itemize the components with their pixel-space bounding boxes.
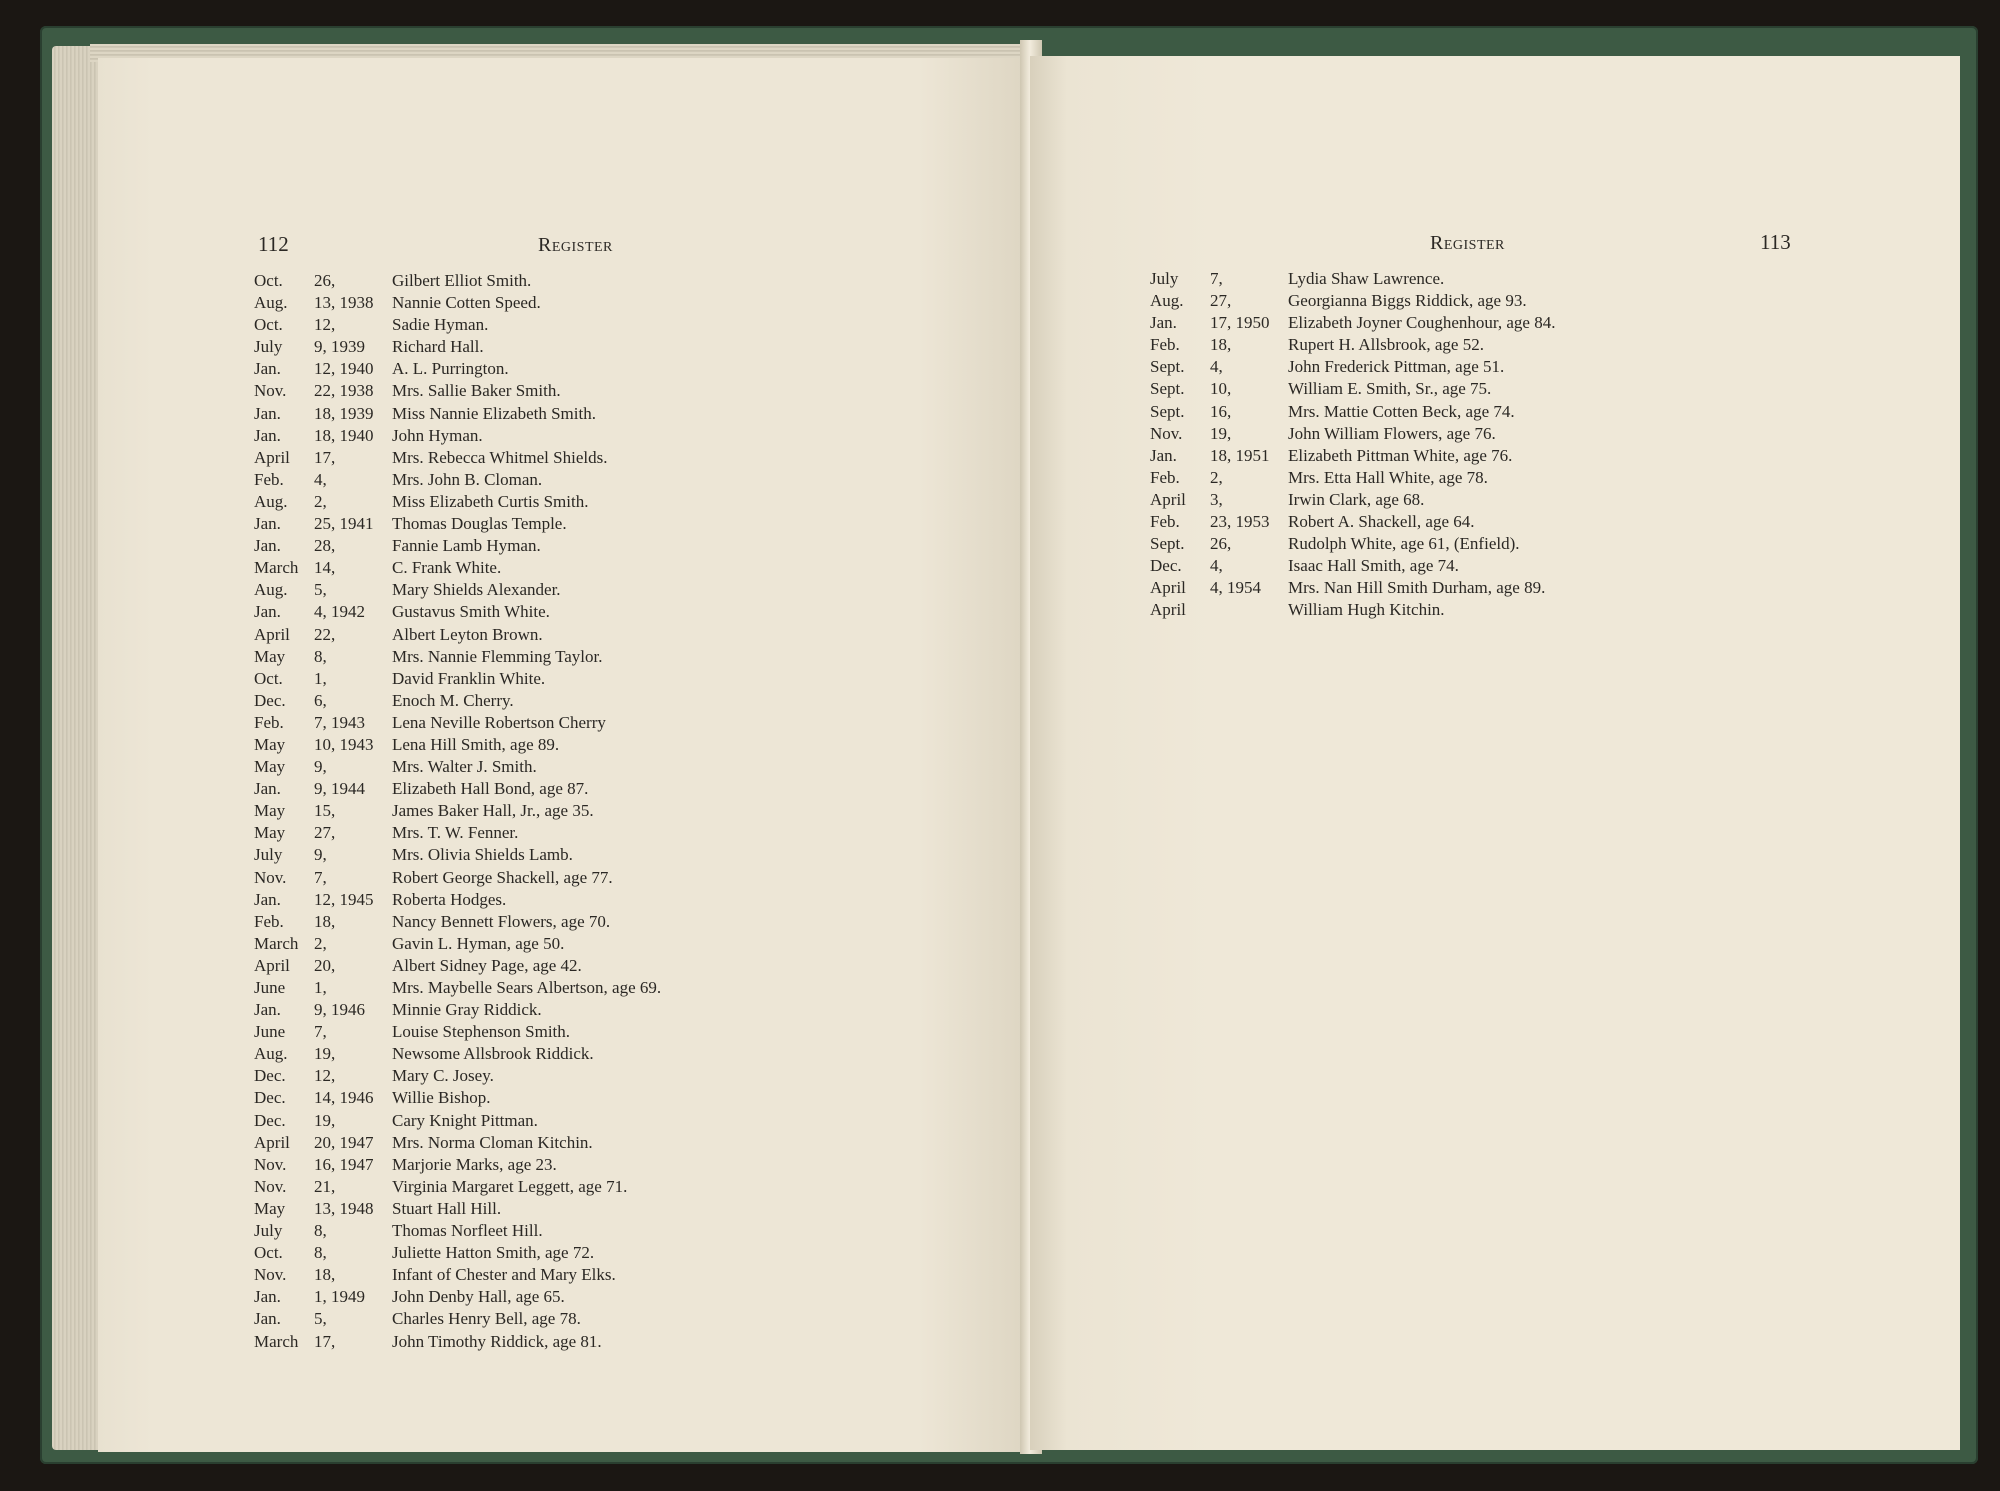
- entry-month: Nov.: [254, 1265, 287, 1285]
- entry-date: 26,: [1210, 534, 1232, 554]
- entry-name: William Hugh Kitchin.: [1288, 600, 1445, 620]
- entry-name: Mrs. John B. Cloman.: [392, 469, 543, 489]
- entry-name: Enoch M. Cherry.: [392, 690, 514, 710]
- entry-name: Nannie Cotten Speed.: [392, 293, 541, 313]
- entry-month: Dec.: [1150, 556, 1182, 576]
- entry-month: Nov.: [1150, 423, 1183, 443]
- entry-date: 9, 1946: [314, 1000, 365, 1020]
- entry-month: May: [254, 646, 286, 666]
- entry-date: 10, 1943: [314, 734, 374, 754]
- entry-month: June: [254, 1022, 286, 1042]
- entry-date: 18,: [314, 1265, 336, 1285]
- entry-date: 5,: [314, 1309, 327, 1329]
- entry-month: Oct.: [254, 1243, 283, 1263]
- register-entry: [254, 933, 954, 955]
- register-entry: [254, 358, 954, 380]
- entry-name: Willie Bishop.: [392, 1088, 491, 1108]
- register-entry: [254, 579, 954, 601]
- entry-date: 8,: [314, 1221, 327, 1241]
- entry-month: May: [254, 757, 286, 777]
- entry-date: 6,: [314, 690, 327, 710]
- entry-month: Jan.: [254, 425, 281, 445]
- entry-name: Gustavus Smith White.: [392, 602, 550, 622]
- entry-name: Gavin L. Hyman, age 50.: [392, 933, 565, 953]
- entry-name: Roberta Hodges.: [392, 889, 507, 909]
- entry-name: Miss Nannie Elizabeth Smith.: [392, 403, 596, 423]
- entry-month: Dec.: [254, 1110, 286, 1130]
- entry-date: 5,: [314, 580, 327, 600]
- entry-date: 4, 1954: [1210, 578, 1261, 598]
- entry-date: 18, 1939: [314, 403, 374, 423]
- entry-month: May: [254, 801, 286, 821]
- entry-month: Feb.: [254, 469, 284, 489]
- entry-month: Aug.: [254, 491, 288, 511]
- entry-date: 22, 1938: [314, 381, 374, 401]
- entry-name: Fannie Lamb Hyman.: [392, 536, 541, 556]
- entry-month: April: [1150, 489, 1186, 509]
- entry-month: Jan.: [254, 1000, 281, 1020]
- register-entry: [254, 889, 954, 911]
- entry-date: 12,: [314, 315, 336, 335]
- entry-name: Mrs. Olivia Shields Lamb.: [392, 845, 573, 865]
- entry-name: Mrs. Walter J. Smith.: [392, 757, 537, 777]
- register-entry: [254, 911, 954, 933]
- entry-date: 19,: [314, 1110, 336, 1130]
- entry-name: Robert George Shackell, age 77.: [392, 867, 613, 887]
- entry-date: 7, 1943: [314, 712, 365, 732]
- entry-name: Lena Hill Smith, age 89.: [392, 734, 560, 754]
- entry-date: 16, 1947: [314, 1154, 374, 1174]
- entry-month: Jan.: [1150, 313, 1177, 333]
- entry-name: Nancy Bennett Flowers, age 70.: [392, 911, 611, 931]
- entry-name: Mrs. Maybelle Sears Albertson, age 69.: [392, 978, 662, 997]
- entry-month: April: [254, 955, 290, 975]
- entry-name: Infant of Chester and Mary Elks.: [392, 1265, 616, 1285]
- register-entry: [254, 756, 954, 778]
- entry-month: Feb.: [1150, 467, 1180, 487]
- register-entry: [254, 624, 954, 646]
- entry-date: 17, 1950: [1210, 313, 1270, 333]
- register-entry: [254, 822, 954, 844]
- entry-name: John Denby Hall, age 65.: [392, 1287, 565, 1307]
- register-entry: [254, 778, 954, 800]
- entry-date: 1,: [314, 668, 327, 688]
- entry-month: April: [1150, 578, 1186, 598]
- register-entry: [254, 491, 954, 513]
- register-entry: [254, 1198, 954, 1220]
- entry-name: John Frederick Pittman, age 51.: [1288, 357, 1505, 377]
- entry-date: 8,: [314, 646, 327, 666]
- entry-date: 14,: [314, 558, 336, 578]
- register-entry: [254, 800, 954, 822]
- entry-month: April: [1150, 600, 1186, 620]
- entry-date: 19,: [314, 1044, 336, 1064]
- entry-date: 9, 1944: [314, 779, 365, 799]
- register-entry: [1150, 533, 1850, 555]
- entry-date: 1, 1949: [314, 1287, 365, 1307]
- entry-name: Irwin Clark, age 68.: [1288, 489, 1425, 509]
- entry-name: Marjorie Marks, age 23.: [392, 1154, 557, 1174]
- entry-month: Nov.: [254, 1176, 287, 1196]
- register-entry: [254, 646, 954, 668]
- entry-name: Thomas Norfleet Hill.: [392, 1221, 543, 1241]
- register-entry: [1150, 334, 1850, 356]
- entry-name: Miss Elizabeth Curtis Smith.: [392, 491, 589, 511]
- entry-name: Rudolph White, age 61, (Enfield).: [1288, 534, 1520, 554]
- entry-date: 4, 1942: [314, 602, 365, 622]
- register-entry: [1150, 445, 1850, 467]
- entry-month: March: [254, 558, 299, 578]
- entry-month: May: [254, 1198, 286, 1218]
- register-entry: [1150, 268, 1850, 290]
- entry-name: Louise Stephenson Smith.: [392, 1022, 571, 1042]
- entry-month: Jan.: [254, 403, 281, 423]
- entry-month: Dec.: [254, 690, 286, 710]
- register-entry: [254, 1043, 954, 1065]
- entry-date: 18, 1940: [314, 425, 374, 445]
- entry-name: Virginia Margaret Leggett, age 71.: [392, 1176, 628, 1196]
- entry-month: Feb.: [254, 911, 284, 931]
- register-entry: [254, 1176, 954, 1198]
- entry-month: Feb.: [1150, 512, 1180, 532]
- register-entry: [254, 955, 954, 977]
- register-entry: [254, 1021, 954, 1043]
- entry-month: Sept.: [1150, 379, 1185, 399]
- register-entry: [1150, 356, 1850, 378]
- entry-month: Feb.: [1150, 335, 1180, 355]
- register-entry: [1150, 599, 1850, 621]
- page-number: 112: [258, 232, 289, 256]
- entry-name: Mrs. Nannie Flemming Taylor.: [392, 646, 603, 666]
- entry-month: Nov.: [254, 381, 287, 401]
- entry-date: 2,: [314, 933, 327, 953]
- register-entry: [254, 513, 954, 535]
- register-entry: [254, 425, 954, 447]
- register-entry: [254, 292, 954, 314]
- entry-month: Oct.: [254, 271, 283, 290]
- register-entry: [254, 1132, 954, 1154]
- register-list: [254, 270, 954, 1353]
- entry-month: March: [254, 1331, 299, 1351]
- running-head: Register: [538, 234, 613, 256]
- entry-date: 27,: [1210, 291, 1232, 311]
- register-entry: [1150, 290, 1850, 312]
- entry-name: Minnie Gray Riddick.: [392, 1000, 542, 1020]
- entry-month: July: [254, 1221, 283, 1241]
- register-entry: [1150, 423, 1850, 445]
- entry-name: Mrs. Nan Hill Smith Durham, age 89.: [1288, 578, 1546, 598]
- entry-name: Stuart Hall Hill.: [392, 1198, 502, 1218]
- entry-date: 17,: [314, 1331, 336, 1351]
- entry-date: 1,: [314, 978, 327, 997]
- entry-name: Albert Leyton Brown.: [392, 624, 543, 644]
- entry-name: Mrs. Mattie Cotten Beck, age 74.: [1288, 401, 1515, 421]
- entry-name: Mary C. Josey.: [392, 1066, 494, 1086]
- register-entry: [254, 999, 954, 1021]
- entry-name: Lydia Shaw Lawrence.: [1288, 269, 1445, 288]
- entry-name: Lena Neville Robertson Cherry: [392, 712, 606, 732]
- entry-date: 20, 1947: [314, 1132, 374, 1152]
- entry-month: Oct.: [254, 315, 283, 335]
- entry-month: Jan.: [254, 1309, 281, 1329]
- entry-name: Juliette Hatton Smith, age 72.: [392, 1243, 595, 1263]
- entry-date: 4,: [1210, 556, 1223, 576]
- entry-name: A. L. Purrington.: [392, 359, 509, 379]
- left-page: [98, 58, 1030, 1452]
- register-entry: [254, 844, 954, 866]
- entry-name: Albert Sidney Page, age 42.: [392, 955, 582, 975]
- entry-date: 23, 1953: [1210, 512, 1270, 532]
- entry-date: 14, 1946: [314, 1088, 374, 1108]
- entry-month: Nov.: [254, 1154, 287, 1174]
- entry-date: 13, 1938: [314, 293, 374, 313]
- register-entry: [254, 601, 954, 623]
- entry-date: 17,: [314, 447, 336, 467]
- entry-name: Mrs. Rebecca Whitmel Shields.: [392, 447, 608, 467]
- register-entry: [254, 403, 954, 425]
- entry-name: Mary Shields Alexander.: [392, 580, 561, 600]
- register-entry: [254, 1242, 954, 1264]
- register-entry: [1150, 401, 1850, 423]
- entry-date: 25, 1941: [314, 514, 374, 534]
- register-entry: [254, 1331, 954, 1353]
- entry-name: William E. Smith, Sr., age 75.: [1288, 379, 1492, 399]
- entry-name: David Franklin White.: [392, 668, 546, 688]
- entry-date: 12, 1940: [314, 359, 374, 379]
- register-entry: [254, 977, 954, 999]
- entry-date: 21,: [314, 1176, 336, 1196]
- entry-date: 7,: [314, 867, 327, 887]
- entry-date: 28,: [314, 536, 336, 556]
- entry-month: Nov.: [254, 867, 287, 887]
- entry-month: Aug.: [254, 1044, 288, 1064]
- entry-date: 22,: [314, 624, 336, 644]
- entry-date: 9,: [314, 845, 327, 865]
- page-number: 113: [1760, 230, 1791, 254]
- entry-month: March: [254, 933, 299, 953]
- register-entry: [254, 1308, 954, 1330]
- entry-name: Robert A. Shackell, age 64.: [1288, 512, 1475, 532]
- register-entry: [254, 314, 954, 336]
- register-entry: [254, 1065, 954, 1087]
- register-entry: [1150, 577, 1850, 599]
- entry-name: Mrs. Norma Cloman Kitchin.: [392, 1132, 593, 1152]
- entry-month: Jan.: [254, 514, 281, 534]
- entry-date: 27,: [314, 823, 336, 843]
- register-entry: [254, 668, 954, 690]
- register-entry: [1150, 312, 1850, 334]
- register-entry: [254, 1264, 954, 1286]
- entry-date: 16,: [1210, 401, 1232, 421]
- entry-date: 8,: [314, 1243, 327, 1263]
- entry-name: Thomas Douglas Temple.: [392, 514, 567, 534]
- register-entry: [1150, 489, 1850, 511]
- entry-name: Cary Knight Pittman.: [392, 1110, 538, 1130]
- register-entry: [1150, 467, 1850, 489]
- entry-date: 3,: [1210, 489, 1223, 509]
- entry-month: July: [254, 337, 283, 357]
- entry-month: Sept.: [1150, 401, 1185, 421]
- register-entry: [254, 1286, 954, 1308]
- entry-date: 12, 1945: [314, 889, 374, 909]
- entry-date: 18,: [1210, 335, 1232, 355]
- entry-name: Mrs. Sallie Baker Smith.: [392, 381, 561, 401]
- entry-month: Dec.: [254, 1066, 286, 1086]
- entry-name: Elizabeth Pittman White, age 76.: [1288, 445, 1513, 465]
- entry-name: Newsome Allsbrook Riddick.: [392, 1044, 594, 1064]
- register-list: [1150, 268, 1850, 622]
- entry-month: May: [254, 734, 286, 754]
- entry-month: June: [254, 978, 286, 997]
- register-entry: [254, 447, 954, 469]
- entry-date: 4,: [314, 469, 327, 489]
- entry-month: Jan.: [254, 359, 281, 379]
- register-entry: [254, 469, 954, 491]
- register-entry: [254, 1220, 954, 1242]
- entry-name: Georgianna Biggs Riddick, age 93.: [1288, 291, 1527, 311]
- entry-month: Oct.: [254, 668, 283, 688]
- entry-name: Mrs. T. W. Fenner.: [392, 823, 519, 843]
- entry-month: July: [1150, 269, 1179, 288]
- register-entry: [254, 1110, 954, 1132]
- entry-date: 2,: [1210, 467, 1223, 487]
- entry-month: Jan.: [254, 779, 281, 799]
- entry-date: 7,: [314, 1022, 327, 1042]
- entry-date: 18, 1951: [1210, 445, 1270, 465]
- entry-name: C. Frank White.: [392, 558, 502, 578]
- entry-month: April: [254, 447, 290, 467]
- entry-month: Jan.: [254, 536, 281, 556]
- register-entry: [1150, 378, 1850, 400]
- entry-name: John Timothy Riddick, age 81.: [392, 1331, 602, 1351]
- entry-month: Jan.: [254, 602, 281, 622]
- entry-name: Mrs. Etta Hall White, age 78.: [1288, 467, 1488, 487]
- entry-month: July: [254, 845, 283, 865]
- right-page: [1030, 56, 1960, 1450]
- entry-name: John William Flowers, age 76.: [1288, 423, 1496, 443]
- entry-name: Isaac Hall Smith, age 74.: [1288, 556, 1459, 576]
- entry-date: 10,: [1210, 379, 1232, 399]
- entry-month: Aug.: [1150, 291, 1184, 311]
- entry-date: 19,: [1210, 423, 1232, 443]
- entry-name: John Hyman.: [392, 425, 483, 445]
- entry-name: Charles Henry Bell, age 78.: [392, 1309, 581, 1329]
- entry-name: Elizabeth Hall Bond, age 87.: [392, 779, 589, 799]
- entry-month: April: [254, 624, 290, 644]
- entry-name: Sadie Hyman.: [392, 315, 489, 335]
- entry-date: 9, 1939: [314, 337, 365, 357]
- entry-date: 7,: [1210, 269, 1223, 288]
- register-entry: [254, 336, 954, 358]
- entry-month: Aug.: [254, 580, 288, 600]
- entry-name: Richard Hall.: [392, 337, 484, 357]
- register-entry: [254, 1087, 954, 1109]
- register-entry: [1150, 511, 1850, 533]
- entry-month: Aug.: [254, 293, 288, 313]
- register-entry: [254, 712, 954, 734]
- entry-name: Gilbert Elliot Smith.: [392, 271, 532, 290]
- entry-month: Jan.: [254, 1287, 281, 1307]
- register-entry: [254, 1154, 954, 1176]
- entry-name: Elizabeth Joyner Coughenhour, age 84.: [1288, 313, 1556, 333]
- entry-month: Dec.: [254, 1088, 286, 1108]
- register-entry: [254, 535, 954, 557]
- entry-date: 18,: [314, 911, 336, 931]
- entry-name: James Baker Hall, Jr., age 35.: [392, 801, 594, 821]
- entry-date: 20,: [314, 955, 336, 975]
- entry-date: 13, 1948: [314, 1198, 374, 1218]
- entry-date: 15,: [314, 801, 336, 821]
- entry-date: 4,: [1210, 357, 1223, 377]
- entry-month: April: [254, 1132, 290, 1152]
- register-entry: [1150, 555, 1850, 577]
- entry-date: 26,: [314, 271, 336, 290]
- entry-month: Sept.: [1150, 534, 1185, 554]
- register-entry: [254, 557, 954, 579]
- register-entry: [254, 690, 954, 712]
- entry-date: 12,: [314, 1066, 336, 1086]
- entry-month: Jan.: [1150, 445, 1177, 465]
- entry-month: May: [254, 823, 286, 843]
- register-entry: [254, 380, 954, 402]
- register-entry: [254, 734, 954, 756]
- entry-month: Jan.: [254, 889, 281, 909]
- running-head: Register: [1430, 232, 1505, 254]
- register-entry: [254, 270, 954, 292]
- entry-date: 9,: [314, 757, 327, 777]
- entry-month: Feb.: [254, 712, 284, 732]
- entry-month: Sept.: [1150, 357, 1185, 377]
- entry-date: 2,: [314, 491, 327, 511]
- entry-name: Rupert H. Allsbrook, age 52.: [1288, 335, 1484, 355]
- register-entry: [254, 867, 954, 889]
